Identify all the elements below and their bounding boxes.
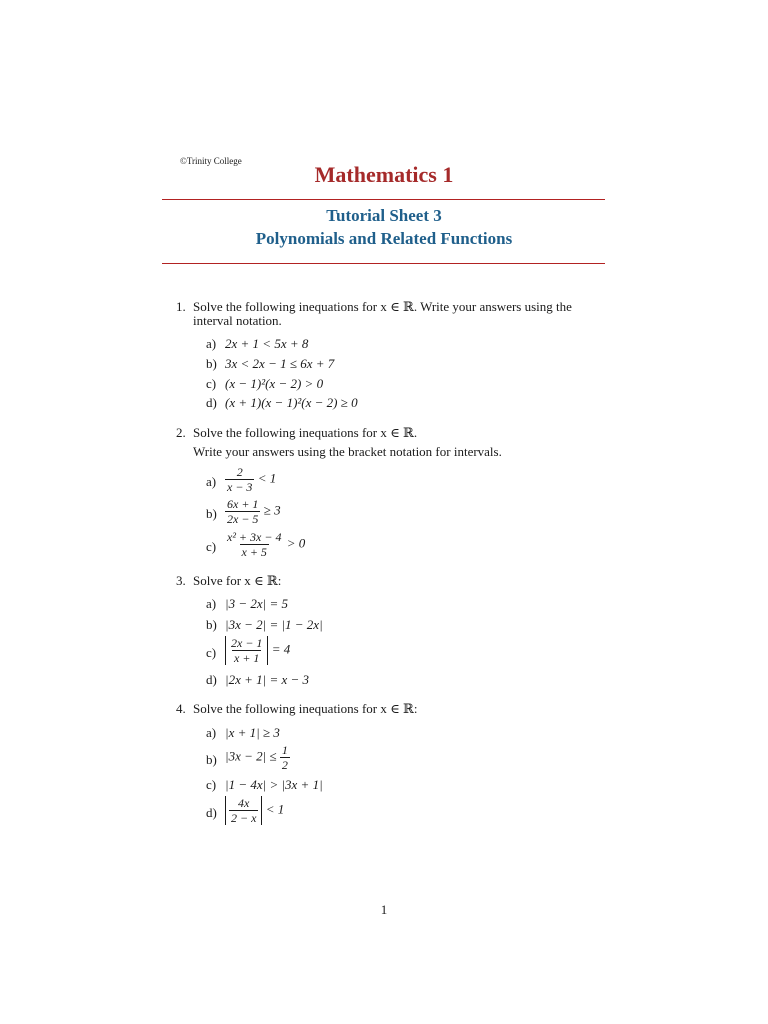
question-3b-label: b) [206,617,217,632]
question-3a-expression: |3 − 2x| = 5 [225,596,288,611]
question-2a-fraction [225,465,254,494]
title-divider-bottom [162,263,605,264]
question-4b-label: b) [206,752,217,767]
question-2b-label: b) [206,506,217,521]
question-1-number: 1. [176,299,186,314]
question-1-text-line1: Solve the following inequations for x ∈ ℝ. Write your answers using the [193,299,572,314]
question-3c-fraction [229,636,264,665]
question-2a-denominator: x − 3 [227,480,253,494]
question-4c-label: c) [206,777,217,792]
question-1b-expression: 3x < 2x − 1 ≤ 6x + 7 [225,356,335,371]
question-2c-label: c) [206,539,217,554]
question-2a-numerator: 2 [236,465,243,479]
question-2b-numerator: 6x + 1 [227,497,259,511]
question-4a-label: a) [206,725,217,740]
question-4d-absolute-value [225,796,262,825]
question-3b-expression: |3x − 2| = |1 − 2x| [225,617,323,632]
question-1c-expression: (x − 1)²(x − 2) > 0 [225,376,324,391]
question-4d-denominator: 2 − x [231,811,257,825]
question-1b-label: b) [206,356,217,371]
question-1d-label: d) [206,395,217,410]
question-4d-label: d) [206,805,217,820]
question-3c-numerator: 2x − 1 [231,636,263,650]
question-3c-relation: = 4 [271,641,291,657]
question-2a-relation: < 1 [257,470,277,486]
page-number: 1 [380,902,388,917]
question-2a-label: a) [206,474,217,489]
question-2b-relation: ≥ 3 [263,502,281,518]
title-divider-top [162,199,605,200]
question-4d-relation: < 1 [265,801,285,817]
question-3-text: Solve for x ∈ ℝ: [193,573,282,588]
question-4a-expression: |x + 1| ≥ 3 [225,725,280,740]
question-2c-expression [225,530,305,559]
question-3c-expression [225,636,290,665]
question-2c-relation: > 0 [286,535,306,551]
question-2-number: 2. [176,425,186,440]
question-3d-expression: |2x + 1| = x − 3 [225,672,310,687]
question-4b-fraction [280,743,290,772]
page-title: Mathematics 1 [314,162,454,187]
question-4b-expression [225,743,290,772]
question-1a-label: a) [206,336,217,351]
question-1-text-line2: interval notation. [193,313,282,328]
subtitle-topic: Polynomials and Related Functions [255,229,513,248]
question-2a-expression [225,465,276,494]
subtitle-sheet: Tutorial Sheet 3 [326,206,442,225]
question-3d-label: d) [206,672,217,687]
question-4b-lhs: |3x − 2| ≤ [225,748,277,764]
question-2b-denominator: 2x − 5 [227,512,259,526]
question-4b-denominator: 2 [281,758,288,772]
question-3-number: 3. [176,573,186,588]
question-3c-denominator: x + 1 [234,651,260,665]
question-4-text: Solve the following inequations for x ∈ ℝ: [193,701,418,716]
question-1d-expression: (x + 1)(x − 1)²(x − 2) ≥ 0 [225,395,358,410]
question-4d-numerator: 4x [238,796,250,810]
question-2-text-line2: Write your answers using the bracket notation for intervals. [193,444,502,459]
copyright-notice: ©Trinity College [180,156,242,166]
question-3c-label: c) [206,645,217,660]
question-2c-denominator: x + 5 [241,545,267,559]
question-4c-expression: |1 − 4x| > |3x + 1| [225,777,323,792]
question-2-text-line1: Solve the following inequations for x ∈ ℝ. [193,425,418,440]
question-4d-expression [225,796,284,825]
question-3a-label: a) [206,596,217,611]
question-2b-fraction [225,497,260,526]
question-1a-expression: 2x + 1 < 5x + 8 [225,336,309,351]
question-3c-absolute-value [225,636,268,665]
question-4d-fraction [229,796,258,825]
question-1c-label: c) [206,376,217,391]
question-4-number: 4. [176,701,186,716]
question-2c-numerator: x² + 3x − 4 [227,530,282,544]
question-2b-expression [225,497,281,526]
question-4b-numerator: 1 [281,743,288,757]
question-2c-fraction [225,530,283,559]
